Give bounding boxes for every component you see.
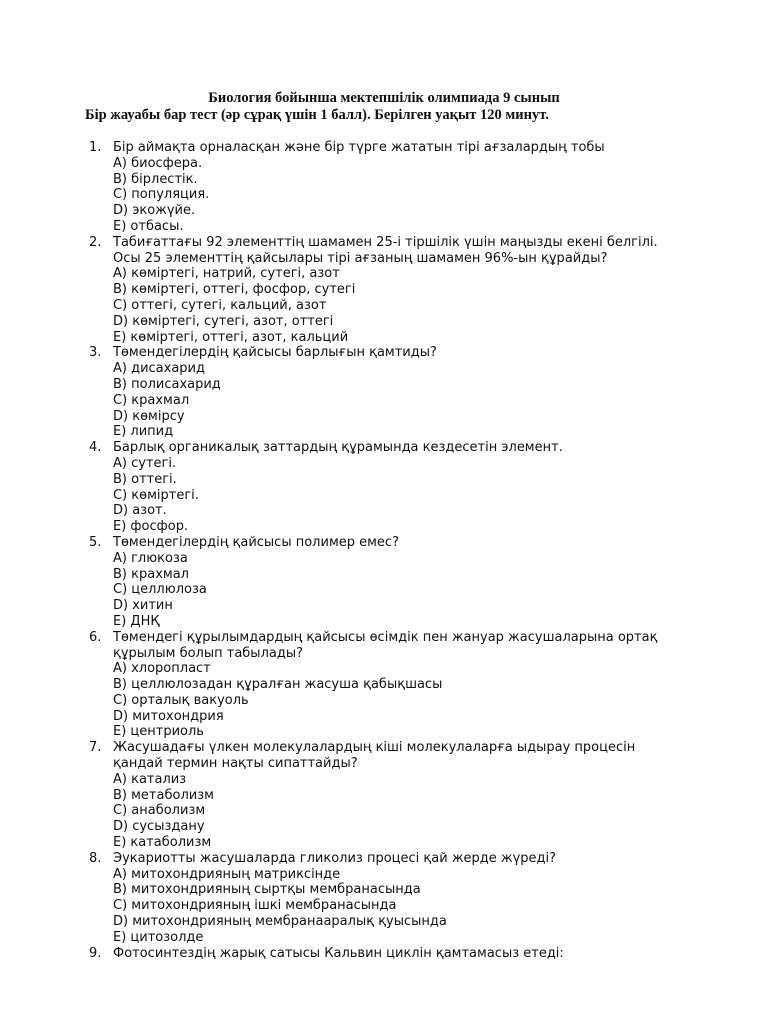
- answer-option: D) экожүйе.: [113, 203, 196, 219]
- answer-option: C) орталық вакуоль: [113, 692, 249, 708]
- answer-option: A) дисахарид: [113, 361, 205, 377]
- answer-option: B) оттегі.: [113, 471, 177, 487]
- answer-option: D) митохондрияның мембранааралық қуысында: [113, 914, 447, 930]
- question-number: 9.: [89, 945, 102, 961]
- question-number: 1.: [89, 140, 102, 155]
- question-number: 2.: [89, 234, 102, 250]
- question-item: [0, 140, 768, 235]
- question-item: [0, 851, 768, 946]
- answer-option: D) көмірсу: [113, 408, 185, 424]
- question-item: [0, 946, 768, 962]
- answer-option: A) хлоропласт: [113, 661, 211, 677]
- answer-option: B) көміртегі, оттегі, фосфор, сутегі: [113, 282, 356, 298]
- question-text: Төмендегілердің қайсысы барлығын қамтиды?: [113, 345, 437, 361]
- question-text: Эукариотты жасушаларда гликолиз процесі қай жерде жүреді?: [113, 850, 557, 866]
- answer-option: C) крахмал: [113, 392, 190, 408]
- question-number: 8.: [89, 850, 102, 866]
- question-text: Барлық органикалық заттардың құрамында кездесетін элемент.: [113, 440, 563, 456]
- question-number: 6.: [89, 629, 102, 645]
- answer-option: B) бірлестік.: [113, 171, 198, 187]
- answer-option: A) митохондрияның матриксінде: [113, 866, 341, 882]
- answer-option: E) липид: [113, 424, 174, 440]
- question-number: 3.: [89, 345, 102, 361]
- answer-option: E) центриоль: [113, 724, 204, 740]
- question-text: Төмендегі құрылымдардың қайсысы өсімдік пен жануар жасушаларына ортақ құрылым болып табылады?: [113, 629, 658, 661]
- answer-option: C) митохондрияның ішкі мембранасында: [113, 898, 397, 914]
- answer-option: C) анаболизм: [113, 803, 206, 819]
- question-number: 5.: [89, 534, 102, 550]
- answer-option: C) оттегі, сутегі, кальций, азот: [113, 297, 327, 313]
- answer-option: C) популяция.: [113, 187, 210, 203]
- answer-option: A) биосфера.: [113, 155, 203, 171]
- question-item: [0, 740, 768, 851]
- answer-option: C) целлюлоза: [113, 582, 207, 598]
- question-text: Бір аймақта орналасқан және бір түрге жататын тірі ағзалардың тобы: [113, 140, 605, 155]
- answer-option: B) полисахарид: [113, 376, 221, 392]
- question-item: [0, 535, 768, 630]
- question-text: Фотосинтездің жарық сатысы Кальвин циклін қамтамасыз етеді:: [113, 945, 564, 961]
- answer-option: D) сусыздану: [113, 819, 205, 835]
- question-text: Төмендегілердің қайсысы полимер емес?: [113, 534, 399, 550]
- answer-option: A) катализ: [113, 771, 187, 787]
- answer-option: E) ДНҚ: [113, 613, 160, 629]
- answer-option: A) сутегі.: [113, 455, 177, 471]
- answer-option: B) целлюлозадан құралған жасуша қабықшасы: [113, 677, 443, 693]
- question-number: 4.: [89, 440, 102, 456]
- answer-option: E) фосфор.: [113, 519, 189, 535]
- document-title: Биология бойынша мектепшілік олимпиада 9 сынып: [208, 90, 560, 106]
- answer-option: B) крахмал: [113, 566, 189, 582]
- question-item: [0, 345, 768, 440]
- question-text: Табиғаттағы 92 элементтің шамамен 25-і тіршілік үшін маңызды екені белгілі. Осы 25 элементтің қайсылары тірі ағзаның шамамен 96%-ын құрайды?: [113, 234, 658, 266]
- answer-option: D) хитин: [113, 598, 173, 614]
- answer-option: D) азот.: [113, 503, 167, 519]
- question-item: [0, 440, 768, 535]
- answer-option: B) метаболизм: [113, 787, 214, 803]
- answer-option: B) митохондрияның сыртқы мембранасында: [113, 882, 421, 898]
- question-list: [0, 140, 768, 961]
- answer-option: D) көміртегі, сутегі, азот, оттегі: [113, 313, 334, 329]
- question-item: [0, 630, 768, 741]
- question-text: Жасушадағы үлкен молекулалардың кіші молекулаларға ыдырау процесін қандай термин нақты сипаттайды?: [113, 740, 636, 772]
- answer-option: E) цитозолде: [113, 929, 204, 945]
- answer-option: D) митохондрия: [113, 708, 224, 724]
- question-number: 7.: [89, 740, 102, 756]
- answer-option: A) глюкоза: [113, 550, 188, 566]
- question-item: [0, 235, 768, 346]
- answer-option: C) көміртегі.: [113, 487, 199, 503]
- answer-option: E) отбасы.: [113, 218, 184, 234]
- document-subtitle: Бір жауабы бар тест (әр сұрақ үшін 1 балл). Берілген уақыт 120 минут.: [85, 107, 549, 123]
- answer-option: E) көміртегі, оттегі, азот, кальций: [113, 329, 349, 345]
- answer-option: A) көміртегі, натрий, сутегі, азот: [113, 266, 340, 282]
- answer-option: E) катаболизм: [113, 835, 212, 851]
